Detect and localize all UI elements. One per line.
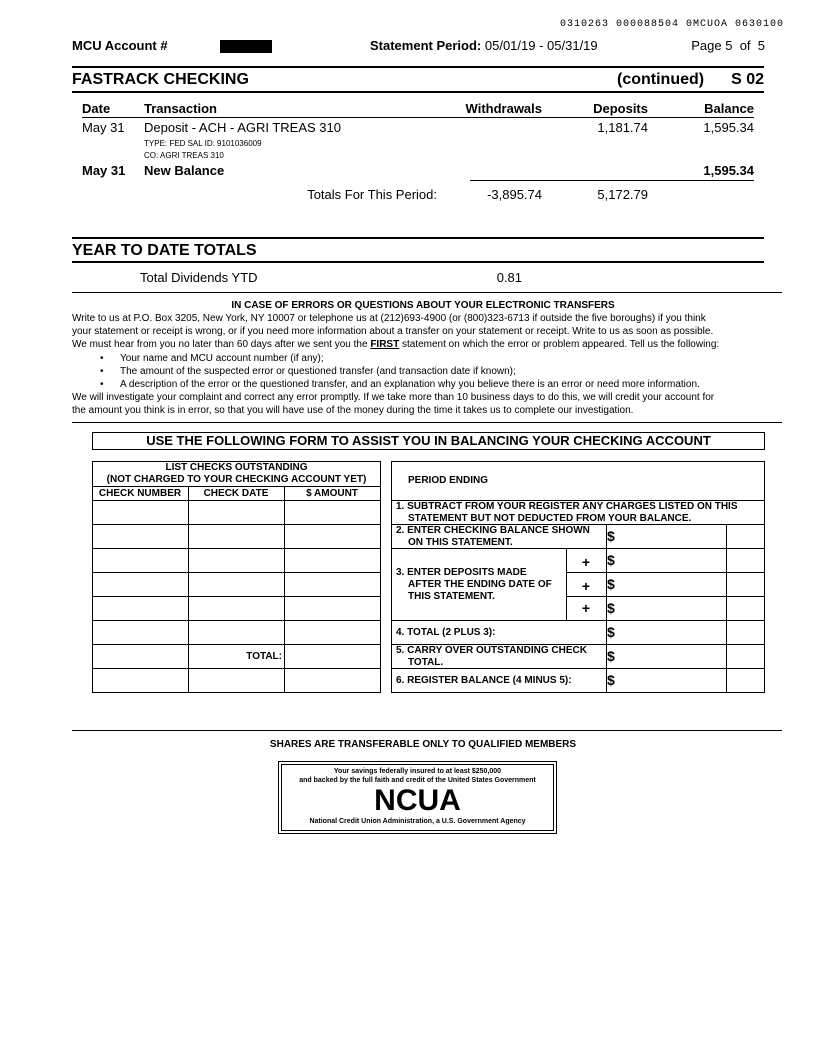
step-1: 1. SUBTRACT FROM YOUR REGISTER ANY CHARGES LISTED ON THIS STATEMENT BUT NOT DEDUCTED FROM YOUR BALANCE.: [396, 501, 738, 524]
checks-header-1: LIST CHECKS OUTSTANDING: [165, 462, 308, 473]
dollar-sign: $: [607, 528, 615, 544]
col-date: Date: [82, 101, 111, 116]
plus-sign: +: [581, 578, 591, 594]
new-balance-value: 1,595.34: [703, 163, 754, 178]
col-balance: Balance: [704, 101, 754, 116]
plus-sign: +: [581, 554, 591, 570]
dollar-sign: $: [607, 576, 615, 592]
account-label: MCU Account #: [72, 38, 168, 53]
disclosure-line-1: Write to us at P.O. Box 3205, New York, NY 10007 or telephone us at (212)693-4900 (or (800)323-6713 if outside the five boroughs) if you think: [72, 313, 706, 324]
period-ending-label: PERIOD ENDING: [408, 475, 489, 486]
plus-sign: +: [581, 600, 591, 616]
plus-column-line: [566, 548, 567, 620]
ytd-dividends-value: 0.81: [496, 270, 522, 285]
row-detail-1: TYPE: FED SAL ID: 9101036009: [144, 139, 262, 148]
recon-rule-partial: [566, 596, 765, 597]
checks-row-rule: [92, 620, 381, 621]
section-rule-bottom: [72, 91, 764, 93]
section-code: S 02: [731, 71, 764, 88]
disclosure-first-emphasis: FIRST: [370, 339, 400, 351]
checks-row-rule: [92, 548, 381, 549]
col-deposits: Deposits: [593, 101, 648, 116]
ncua-seal: [278, 761, 557, 834]
dollar-sign: $: [607, 600, 615, 616]
column-header-rule: [82, 117, 754, 118]
disclosure-line-5: the amount you think is in error, so that you will have use of the money during the time it takes us to complete our investigation.: [72, 405, 634, 417]
new-balance-date: May 31: [82, 163, 126, 178]
step-6: 6. REGISTER BALANCE (4 MINUS 5):: [396, 675, 572, 686]
disclosure-rule-bottom: [72, 422, 782, 423]
ytd-rule-bottom: [72, 261, 764, 263]
disclosure-line-3: We must hear from you no later than 60 days after we sent you the FIRST statement on which the error or problem appeared. Tell us the following:: [72, 339, 720, 351]
row-date: May 31: [82, 120, 125, 135]
ytd-title: YEAR TO DATE TOTALS: [72, 242, 257, 259]
cents-column-line: [726, 524, 727, 693]
dollar-sign: $: [607, 672, 615, 688]
ncua-logo: NCUA: [374, 784, 461, 817]
checks-row-rule: [92, 668, 381, 669]
step-3: 3. ENTER DEPOSITS MADE AFTER THE ENDING DATE OF THIS STATEMENT.: [396, 567, 552, 602]
row-description: Deposit - ACH - AGRI TREAS 310: [144, 120, 341, 135]
disclosure-line-4: We will investigate your complaint and correct any error promptly. If we take more than 10 business days to do this, we will credit your account for: [72, 392, 715, 404]
totals-withdrawals: -3,895.74: [487, 187, 542, 202]
step-2: 2. ENTER CHECKING BALANCE SHOWN ON THIS STATEMENT.: [396, 525, 590, 548]
section-title: FASTRACK CHECKING: [72, 71, 249, 88]
scan-code: 0310263 000088504 0MCUOA 0630100: [560, 19, 785, 30]
checks-vline-2: [284, 486, 285, 693]
dollar-sign: $: [607, 552, 615, 568]
col-withdrawals: Withdrawals: [465, 101, 542, 116]
recon-rule: [391, 548, 765, 549]
section-continued: (continued): [617, 71, 705, 88]
statement-period-value: 05/01/19 - 05/31/19: [484, 38, 598, 53]
recon-rule: [391, 668, 765, 669]
redacted-account-number: [220, 40, 272, 53]
disclosure-bullet: • A description of the error or the questioned transfer, and an explanation why you believe there is an error or need more information.: [72, 378, 776, 391]
disclosure-line-2: your statement or receipt is wrong, or if you need more information about a transfer on your statement or receipt. Write to us as soon as possible.: [72, 326, 714, 338]
checks-header-rule: [92, 486, 381, 487]
disclosure-title: IN CASE OF ERRORS OR QUESTIONS ABOUT YOUR ELECTRONIC TRANSFERS: [231, 300, 615, 311]
totals-label: Totals For This Period:: [307, 187, 437, 202]
disclosure-body: [72, 312, 776, 418]
col-check-number: CHECK NUMBER: [98, 488, 182, 499]
ncua-line-3: National Credit Union Administration, a U.S. Government Agency: [309, 818, 526, 825]
ncua-line-1: Your savings federally insured to at least $250,000: [333, 768, 502, 775]
section-rule-top: [72, 66, 764, 68]
checks-row-rule: [92, 596, 381, 597]
col-amount: $ AMOUNT: [306, 488, 358, 499]
recon-rule-partial: [566, 572, 765, 573]
checks-header-2: (NOT CHARGED TO YOUR CHECKING ACCOUNT YET): [106, 474, 367, 485]
col-check-date: CHECK DATE: [203, 488, 269, 499]
ytd-rule-top: [72, 237, 764, 239]
checks-total-label: TOTAL:: [246, 651, 282, 662]
row-detail-2: CO: AGRI TREAS 310: [144, 151, 224, 160]
checks-colheader-rule: [92, 500, 381, 501]
ytd-dividends-label: Total Dividends YTD: [140, 270, 258, 285]
dollar-sign: $: [607, 648, 615, 664]
checks-row-rule: [92, 572, 381, 573]
page-number: Page 5 of 5: [691, 38, 765, 53]
statement-period: [370, 38, 598, 53]
checks-row-rule: [92, 524, 381, 525]
totals-rule: [470, 180, 754, 181]
footer-rule: [72, 730, 782, 731]
ncua-line-2: and backed by the full faith and credit of the United States Government: [299, 777, 536, 784]
shares-note: SHARES ARE TRANSFERABLE ONLY TO QUALIFIED MEMBERS: [269, 739, 577, 750]
disclosure-bullets: [72, 352, 776, 392]
step-5: 5. CARRY OVER OUTSTANDING CHECK TOTAL.: [396, 645, 587, 668]
disclosure-bullet: • The amount of the suspected error or questioned transfer (and transaction date if known);: [72, 365, 776, 378]
new-balance-label: New Balance: [144, 163, 225, 178]
form-title-box: [92, 432, 765, 450]
totals-deposits: 5,172.79: [597, 187, 648, 202]
disclosure-bullet: • Your name and MCU account number (if any);: [72, 352, 776, 365]
checks-row-rule: [92, 644, 381, 645]
row-deposit: 1,181.74: [597, 120, 648, 135]
disclosure-rule-top: [72, 292, 782, 293]
dollar-sign: $: [607, 624, 615, 640]
row-balance: 1,595.34: [703, 120, 754, 135]
form-title: USE THE FOLLOWING FORM TO ASSIST YOU IN BALANCING YOUR CHECKING ACCOUNT: [146, 433, 711, 448]
step-4: 4. TOTAL (2 PLUS 3):: [396, 627, 496, 638]
col-transaction: Transaction: [144, 101, 217, 116]
statement-period-label: Statement Period:: [370, 38, 482, 53]
recon-rule: [391, 620, 765, 621]
